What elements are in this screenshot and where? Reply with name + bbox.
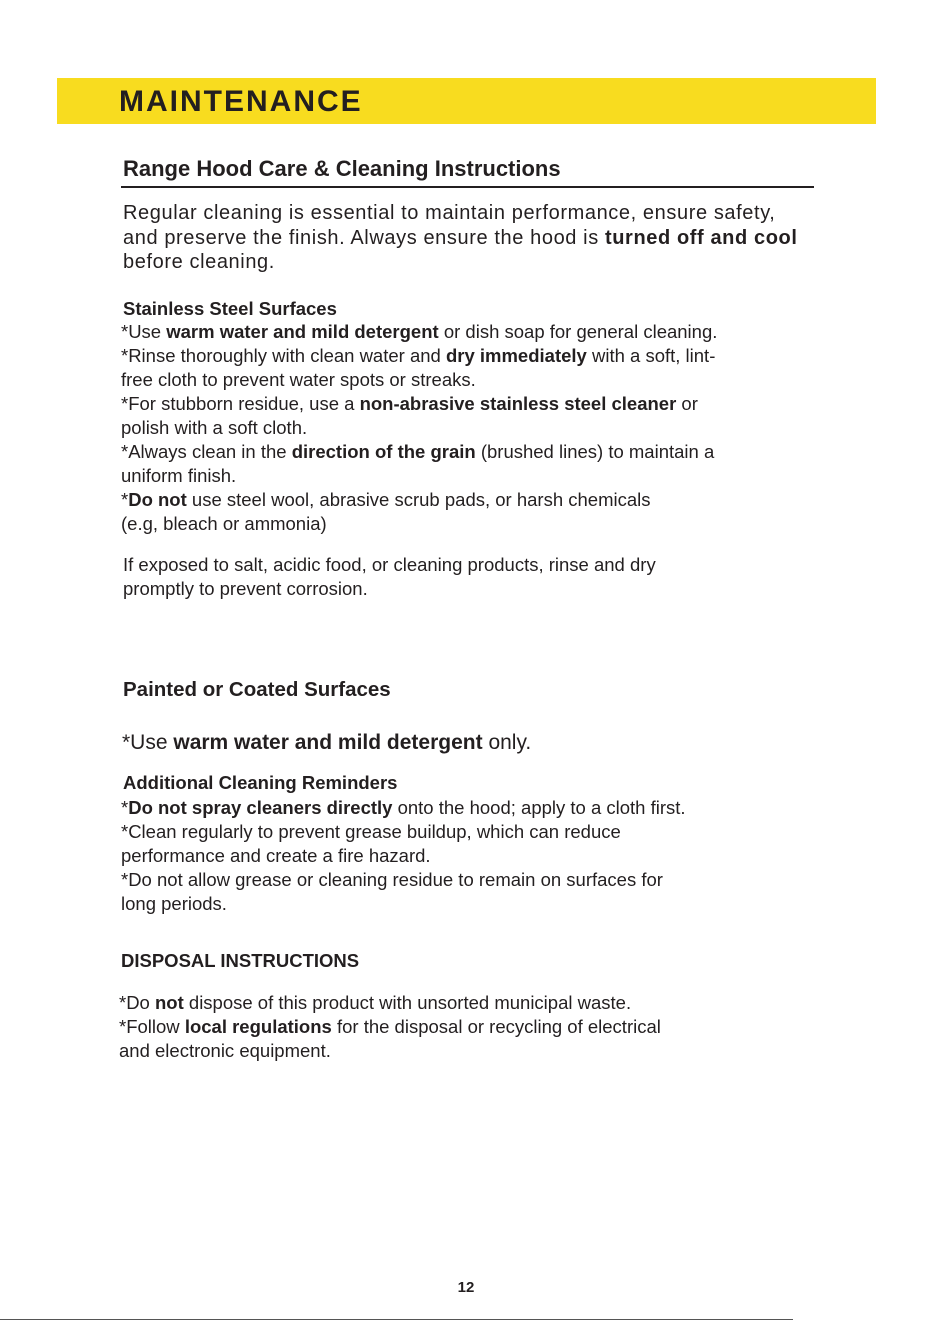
- disposal-line: and electronic equipment.: [119, 1040, 331, 1061]
- instruction-line: *Always clean in the direction of the grain (brushed lines) to maintain a: [121, 441, 715, 462]
- reminders-list: [121, 796, 686, 916]
- reminder-line: *Clean regularly to prevent grease buildup, which can reduce: [121, 821, 621, 842]
- disposal-line: *Follow local regulations for the disposal or recycling of electrical: [119, 1016, 661, 1037]
- painted-instruction: *Use warm water and mild detergent only.: [122, 731, 532, 754]
- instruction-line: *Rinse thoroughly with clean water and dry immediately with a soft, lint-: [121, 345, 716, 366]
- intro-line: [123, 226, 797, 251]
- reminder-line: *Do not allow grease or cleaning residue to remain on surfaces for: [121, 869, 663, 890]
- disposal-heading: DISPOSAL INSTRUCTIONS: [121, 950, 360, 971]
- reminder-line: long periods.: [121, 893, 227, 914]
- intro-emphasis: turned off and cool: [604, 226, 798, 249]
- section-title: MAINTENANCE: [119, 85, 363, 118]
- instruction-line: *For stubborn residue, use a non-abrasive stainless steel cleaner or: [121, 393, 698, 414]
- page-subtitle: Range Hood Care & Cleaning Instructions: [123, 156, 561, 181]
- page-number: 12: [457, 1279, 475, 1296]
- stainless-instructions: [121, 320, 717, 536]
- instruction-line: *Do not use steel wool, abrasive scrub pads, or harsh chemicals: [121, 489, 651, 510]
- page-bottom-rule: [0, 1319, 793, 1320]
- intro-text: and preserve the finish. Always ensure the hood is: [123, 226, 605, 249]
- instruction-line: (e.g, bleach or ammonia): [121, 513, 327, 534]
- disposal-line: *Do not dispose of this product with unsorted municipal waste.: [119, 992, 632, 1013]
- intro-paragraph: [123, 201, 797, 275]
- corrosion-note: [123, 553, 656, 601]
- reminder-line: performance and create a fire hazard.: [121, 845, 431, 866]
- disposal-instructions: [119, 991, 661, 1063]
- subtitle-underline: [121, 186, 814, 188]
- painted-heading: Painted or Coated Surfaces: [123, 678, 391, 701]
- instruction-line: polish with a soft cloth.: [121, 417, 308, 438]
- note-line: promptly to prevent corrosion.: [123, 578, 368, 599]
- stainless-heading: Stainless Steel Surfaces: [123, 298, 337, 319]
- section-banner: [57, 78, 876, 124]
- intro-line: before cleaning.: [123, 251, 275, 273]
- note-line: If exposed to salt, acidic food, or cleaning products, rinse and dry: [123, 554, 656, 575]
- reminders-heading: Additional Cleaning Reminders: [123, 772, 398, 793]
- reminder-line: *Do not spray cleaners directly onto the hood; apply to a cloth first.: [121, 797, 686, 818]
- instruction-line: *Use warm water and mild detergent or dish soap for general cleaning.: [121, 321, 718, 342]
- intro-line: Regular cleaning is essential to maintain performance, ensure safety,: [123, 202, 776, 224]
- instruction-line: uniform finish.: [121, 465, 237, 486]
- instruction-line: free cloth to prevent water spots or streaks.: [121, 369, 476, 390]
